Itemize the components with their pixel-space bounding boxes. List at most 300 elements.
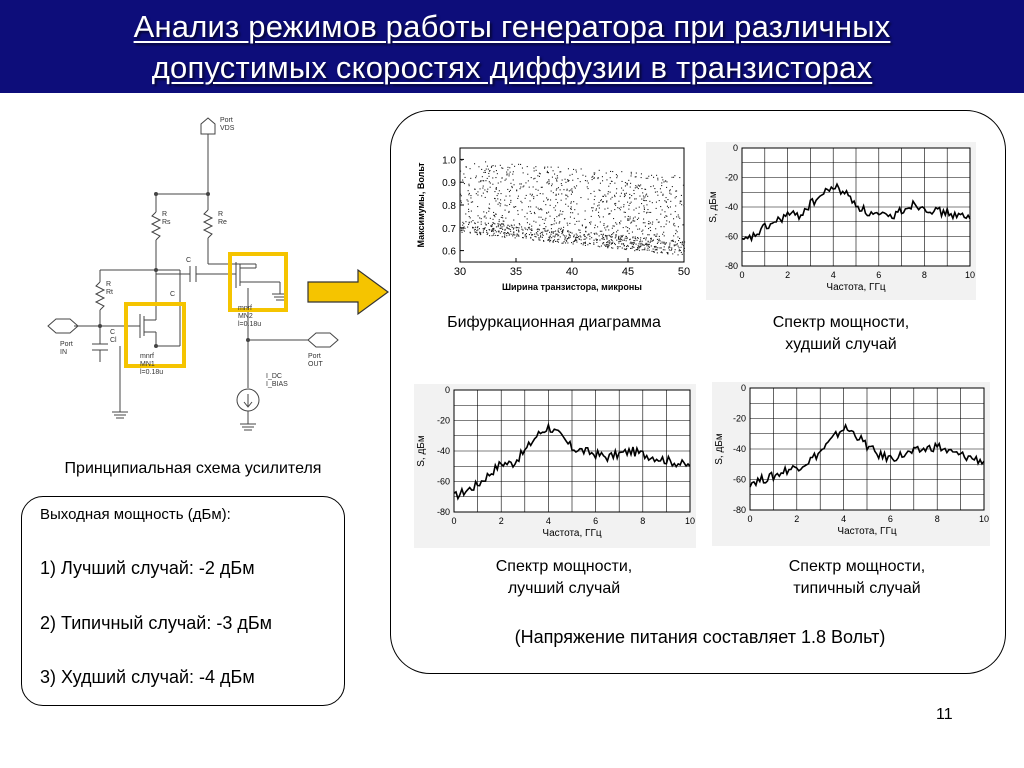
scatter-point	[683, 245, 684, 246]
scatter-point	[588, 233, 589, 234]
scatter-point	[470, 178, 471, 179]
scatter-point	[629, 205, 630, 206]
scatter-point	[648, 244, 649, 245]
scatter-point	[478, 166, 479, 167]
scatter-point	[631, 175, 632, 176]
scatter-point	[626, 248, 627, 249]
scatter-point	[571, 206, 572, 207]
scatter-point	[670, 189, 671, 190]
scatter-point	[541, 217, 542, 218]
scatter-point	[559, 221, 560, 222]
scatter-point	[663, 249, 664, 250]
scatter-point	[606, 244, 607, 245]
scatter-point	[493, 231, 494, 232]
scatter-point	[499, 202, 500, 203]
scatter-point	[567, 179, 568, 180]
scatter-point	[558, 239, 559, 240]
scatter-point	[585, 219, 586, 220]
spectrum-typical-chart	[712, 382, 990, 546]
scatter-point	[500, 203, 501, 204]
scatter-point	[533, 221, 534, 222]
scatter-point	[664, 246, 665, 247]
scatter-point	[576, 185, 577, 186]
scatter-point	[630, 203, 631, 204]
scatter-point	[644, 238, 645, 239]
scatter-point	[658, 240, 659, 241]
scatter-point	[504, 200, 505, 201]
scatter-point	[534, 236, 535, 237]
scatter-point	[639, 207, 640, 208]
scatter-point	[625, 216, 626, 217]
scatter-point	[569, 223, 570, 224]
scatter-point	[531, 226, 532, 227]
scatter-point	[666, 242, 667, 243]
scatter-point	[555, 178, 556, 179]
scatter-point	[539, 229, 540, 230]
scatter-point	[528, 180, 529, 181]
scatter-point	[461, 202, 462, 203]
scatter-point	[558, 231, 559, 232]
scatter-point	[678, 254, 679, 255]
scatter-point	[667, 252, 668, 253]
scatter-point	[571, 194, 572, 195]
scatter-point	[599, 217, 600, 218]
scatter-point	[641, 199, 642, 200]
scatter-point	[491, 226, 492, 227]
scatter-point	[674, 225, 675, 226]
scatter-point	[506, 235, 507, 236]
scatter-point	[586, 227, 587, 228]
scatter-point	[638, 213, 639, 214]
scatter-point	[551, 185, 552, 186]
scatter-point	[556, 199, 557, 200]
scatter-point	[611, 243, 612, 244]
scatter-point	[630, 242, 631, 243]
y-tick-label: 0.9	[442, 178, 456, 190]
scatter-point	[594, 196, 595, 197]
scatter-point	[565, 182, 566, 183]
scatter-point	[545, 220, 546, 221]
scatter-point	[538, 208, 539, 209]
svg-text:mnrfMN1l=0.18u: mnrf MN1 l=0.18u	[140, 353, 164, 376]
scatter-point	[557, 239, 558, 240]
scatter-point	[520, 201, 521, 202]
scatter-point	[616, 174, 617, 175]
scatter-point	[590, 193, 591, 194]
scatter-point	[661, 252, 662, 253]
scatter-point	[593, 207, 594, 208]
scatter-point	[519, 223, 520, 224]
scatter-point	[538, 235, 539, 236]
scatter-point	[594, 227, 595, 228]
scatter-point	[557, 235, 558, 236]
scatter-point	[460, 200, 461, 201]
scatter-point	[647, 248, 648, 249]
scatter-point	[678, 216, 679, 217]
scatter-point	[577, 235, 578, 236]
scatter-point	[598, 212, 599, 213]
scatter-point	[585, 176, 586, 177]
scatter-point	[551, 191, 552, 192]
scatter-point	[662, 209, 663, 210]
scatter-point	[462, 230, 463, 231]
scatter-point	[530, 194, 531, 195]
scatter-point	[658, 222, 659, 223]
scatter-point	[669, 244, 670, 245]
scatter-point	[607, 235, 608, 236]
x-tick-label: 45	[621, 266, 635, 278]
scatter-point	[492, 230, 493, 231]
scatter-point	[562, 180, 563, 181]
scatter-point	[612, 240, 613, 241]
scatter-point	[501, 231, 502, 232]
scatter-point	[578, 229, 579, 230]
scatter-point	[495, 230, 496, 231]
scatter-point	[566, 190, 567, 191]
scatter-point	[494, 191, 495, 192]
scatter-point	[483, 193, 484, 194]
scatter-point	[637, 247, 638, 248]
scatter-point	[567, 242, 568, 243]
scatter-point	[537, 234, 538, 235]
scatter-point	[508, 225, 509, 226]
scatter-point	[493, 219, 494, 220]
scatter-point	[596, 233, 597, 234]
scatter-point	[530, 211, 531, 212]
scatter-point	[503, 221, 504, 222]
scatter-point	[630, 248, 631, 249]
scatter-point	[580, 232, 581, 233]
scatter-point	[531, 230, 532, 231]
scatter-point	[523, 172, 524, 173]
scatter-point	[485, 180, 486, 181]
scatter-point	[646, 200, 647, 201]
scatter-point	[679, 249, 680, 250]
scatter-point	[465, 221, 466, 222]
scatter-point	[549, 183, 550, 184]
scatter-point	[491, 167, 492, 168]
scatter-point	[648, 223, 649, 224]
scatter-point	[672, 177, 673, 178]
scatter-point	[621, 207, 622, 208]
scatter-point	[477, 195, 478, 196]
scatter-point	[668, 207, 669, 208]
scatter-point	[678, 246, 679, 247]
label-port-vds: Port VDS	[220, 117, 235, 132]
scatter-point	[525, 198, 526, 199]
scatter-point	[625, 195, 626, 196]
scatter-point	[492, 228, 493, 229]
scatter-point	[653, 251, 654, 252]
scatter-point	[507, 227, 508, 228]
scatter-point	[593, 244, 594, 245]
scatter-point	[600, 183, 601, 184]
scatter-point	[610, 177, 611, 178]
scatter-point	[560, 189, 561, 190]
scatter-point	[486, 212, 487, 213]
scatter-point	[653, 249, 654, 250]
scatter-point	[493, 165, 494, 166]
scatter-point	[599, 208, 600, 209]
scatter-point	[481, 169, 482, 170]
scatter-point	[643, 222, 644, 223]
scatter-point	[640, 243, 641, 244]
scatter-point	[505, 218, 506, 219]
scatter-point	[502, 177, 503, 178]
scatter-point	[462, 225, 463, 226]
scatter-point	[611, 247, 612, 248]
scatter-point	[629, 194, 630, 195]
scatter-point	[549, 241, 550, 242]
scatter-point	[509, 234, 510, 235]
scatter-point	[592, 210, 593, 211]
scatter-point	[665, 181, 666, 182]
scatter-point	[623, 206, 624, 207]
svg-text:PortIN: Port IN	[60, 341, 73, 356]
scatter-point	[551, 224, 552, 225]
scatter-point	[516, 236, 517, 237]
scatter-point	[684, 248, 685, 249]
scatter-point	[660, 206, 661, 207]
scatter-point	[483, 211, 484, 212]
scatter-point	[602, 176, 603, 177]
scatter-point	[534, 178, 535, 179]
scatter-point	[669, 243, 670, 244]
scatter-point	[618, 201, 619, 202]
page-number: 11	[936, 706, 953, 723]
y-axis-label: S, дБм	[416, 435, 427, 467]
scatter-point	[625, 185, 626, 186]
scatter-point	[580, 236, 581, 237]
scatter-point	[684, 207, 685, 208]
scatter-point	[659, 200, 660, 201]
scatter-point	[475, 177, 476, 178]
scatter-point	[558, 194, 559, 195]
scatter-point	[675, 205, 676, 206]
scatter-point	[627, 230, 628, 231]
scatter-point	[482, 176, 483, 177]
scatter-point	[657, 178, 658, 179]
scatter-point	[647, 244, 648, 245]
scatter-point	[494, 233, 495, 234]
scatter-point	[542, 187, 543, 188]
scatter-point	[668, 247, 669, 248]
scatter-point	[470, 232, 471, 233]
scatter-point	[484, 228, 485, 229]
scatter-point	[683, 205, 684, 206]
scatter-point	[495, 177, 496, 178]
x-tick-label: 6	[887, 514, 893, 524]
scatter-point	[632, 246, 633, 247]
scatter-point	[606, 242, 607, 243]
scatter-point	[663, 242, 664, 243]
scatter-point	[513, 179, 514, 180]
scatter-point	[581, 243, 582, 244]
scatter-point	[517, 210, 518, 211]
scatter-point	[562, 230, 563, 231]
scatter-point	[610, 171, 611, 172]
scatter-point	[563, 243, 564, 244]
scatter-point	[489, 208, 490, 209]
scatter-point	[567, 223, 568, 224]
scatter-point	[565, 179, 566, 180]
scatter-point	[473, 227, 474, 228]
scatter-point	[503, 233, 504, 234]
scatter-point	[672, 253, 673, 254]
scatter-point	[570, 217, 571, 218]
scatter-point	[579, 239, 580, 240]
scatter-point	[490, 183, 491, 184]
scatter-point	[646, 244, 647, 245]
scatter-point	[680, 242, 681, 243]
x-tick-label: 6	[876, 270, 882, 280]
scatter-point	[681, 201, 682, 202]
scatter-point	[648, 228, 649, 229]
scatter-point	[522, 230, 523, 231]
scatter-point	[549, 181, 550, 182]
x-tick-label: 4	[841, 514, 847, 524]
scatter-point	[581, 168, 582, 169]
scatter-point	[683, 249, 684, 250]
scatter-point	[585, 243, 586, 244]
scatter-point	[513, 234, 514, 235]
scatter-point	[537, 175, 538, 176]
scatter-point	[533, 196, 534, 197]
y-tick-label: -60	[436, 476, 450, 487]
scatter-point	[612, 233, 613, 234]
scatter-point	[611, 181, 612, 182]
scatter-point	[643, 238, 644, 239]
scatter-point	[607, 246, 608, 247]
scatter-point	[629, 233, 630, 234]
scatter-point	[677, 243, 678, 244]
scatter-point	[527, 229, 528, 230]
scatter-point	[588, 183, 589, 184]
scatter-point	[525, 182, 526, 183]
scatter-point	[609, 240, 610, 241]
scatter-point	[678, 226, 679, 227]
scatter-point	[512, 164, 513, 165]
scatter-point	[656, 219, 657, 220]
scatter-point	[526, 237, 527, 238]
scatter-point	[678, 214, 679, 215]
scatter-point	[669, 190, 670, 191]
scatter-point	[465, 177, 466, 178]
scatter-point	[568, 238, 569, 239]
scatter-point	[500, 225, 501, 226]
scatter-point	[521, 183, 522, 184]
scatter-point	[615, 244, 616, 245]
scatter-point	[461, 195, 462, 196]
scatter-point	[536, 207, 537, 208]
svg-text:RRs: R Rs	[162, 211, 171, 226]
scatter-point	[532, 234, 533, 235]
scatter-point	[594, 177, 595, 178]
scatter-point	[619, 223, 620, 224]
scatter-point	[626, 193, 627, 194]
scatter-point	[526, 236, 527, 237]
scatter-point	[558, 228, 559, 229]
scatter-point	[622, 248, 623, 249]
scatter-point	[513, 220, 514, 221]
scatter-point	[508, 228, 509, 229]
scatter-point	[669, 193, 670, 194]
scatter-point	[560, 210, 561, 211]
scatter-point	[487, 233, 488, 234]
x-axis-label: Частота, ГГц	[542, 528, 602, 539]
scatter-point	[551, 234, 552, 235]
scatter-point	[597, 226, 598, 227]
x-tick-label: 10	[684, 516, 696, 526]
scatter-point	[461, 228, 462, 229]
scatter-point	[644, 222, 645, 223]
scatter-point	[684, 241, 685, 242]
x-tick-label: 0	[451, 516, 457, 526]
scatter-point	[533, 186, 534, 187]
scatter-point	[513, 227, 514, 228]
scatter-point	[510, 202, 511, 203]
scatter-point	[558, 230, 559, 231]
scatter-point	[639, 250, 640, 251]
scatter-point	[565, 242, 566, 243]
scatter-point	[663, 232, 664, 233]
scatter-point	[518, 235, 519, 236]
scatter-point	[500, 233, 501, 234]
scatter-point	[543, 241, 544, 242]
scatter-point	[587, 234, 588, 235]
scatter-point	[665, 244, 666, 245]
scatter-point	[679, 218, 680, 219]
scatter-point	[597, 234, 598, 235]
scatter-point	[561, 214, 562, 215]
scatter-point	[658, 242, 659, 243]
scatter-point	[468, 194, 469, 195]
scatter-point	[492, 235, 493, 236]
x-tick-label: 2	[785, 270, 791, 280]
scatter-point	[507, 167, 508, 168]
scatter-point	[670, 214, 671, 215]
scatter-point	[485, 161, 486, 162]
scatter-point	[508, 212, 509, 213]
scatter-point	[641, 188, 642, 189]
scatter-point	[674, 245, 675, 246]
scatter-point	[481, 221, 482, 222]
scatter-point	[655, 249, 656, 250]
scatter-point	[603, 216, 604, 217]
scatter-point	[630, 218, 631, 219]
scatter-point	[660, 240, 661, 241]
scatter-point	[513, 229, 514, 230]
scatter-point	[682, 241, 683, 242]
scatter-point	[647, 178, 648, 179]
scatter-point	[507, 228, 508, 229]
scatter-point	[598, 246, 599, 247]
scatter-point	[634, 250, 635, 251]
scatter-point	[556, 234, 557, 235]
scatter-point	[543, 201, 544, 202]
scatter-point	[599, 205, 600, 206]
scatter-point	[633, 244, 634, 245]
scatter-point	[553, 231, 554, 232]
scatter-point	[585, 239, 586, 240]
scatter-point	[579, 230, 580, 231]
scatter-point	[560, 229, 561, 230]
scatter-point	[676, 244, 677, 245]
scatter-point	[495, 235, 496, 236]
scatter-point	[634, 240, 635, 241]
scatter-point	[572, 212, 573, 213]
scatter-point	[630, 216, 631, 217]
